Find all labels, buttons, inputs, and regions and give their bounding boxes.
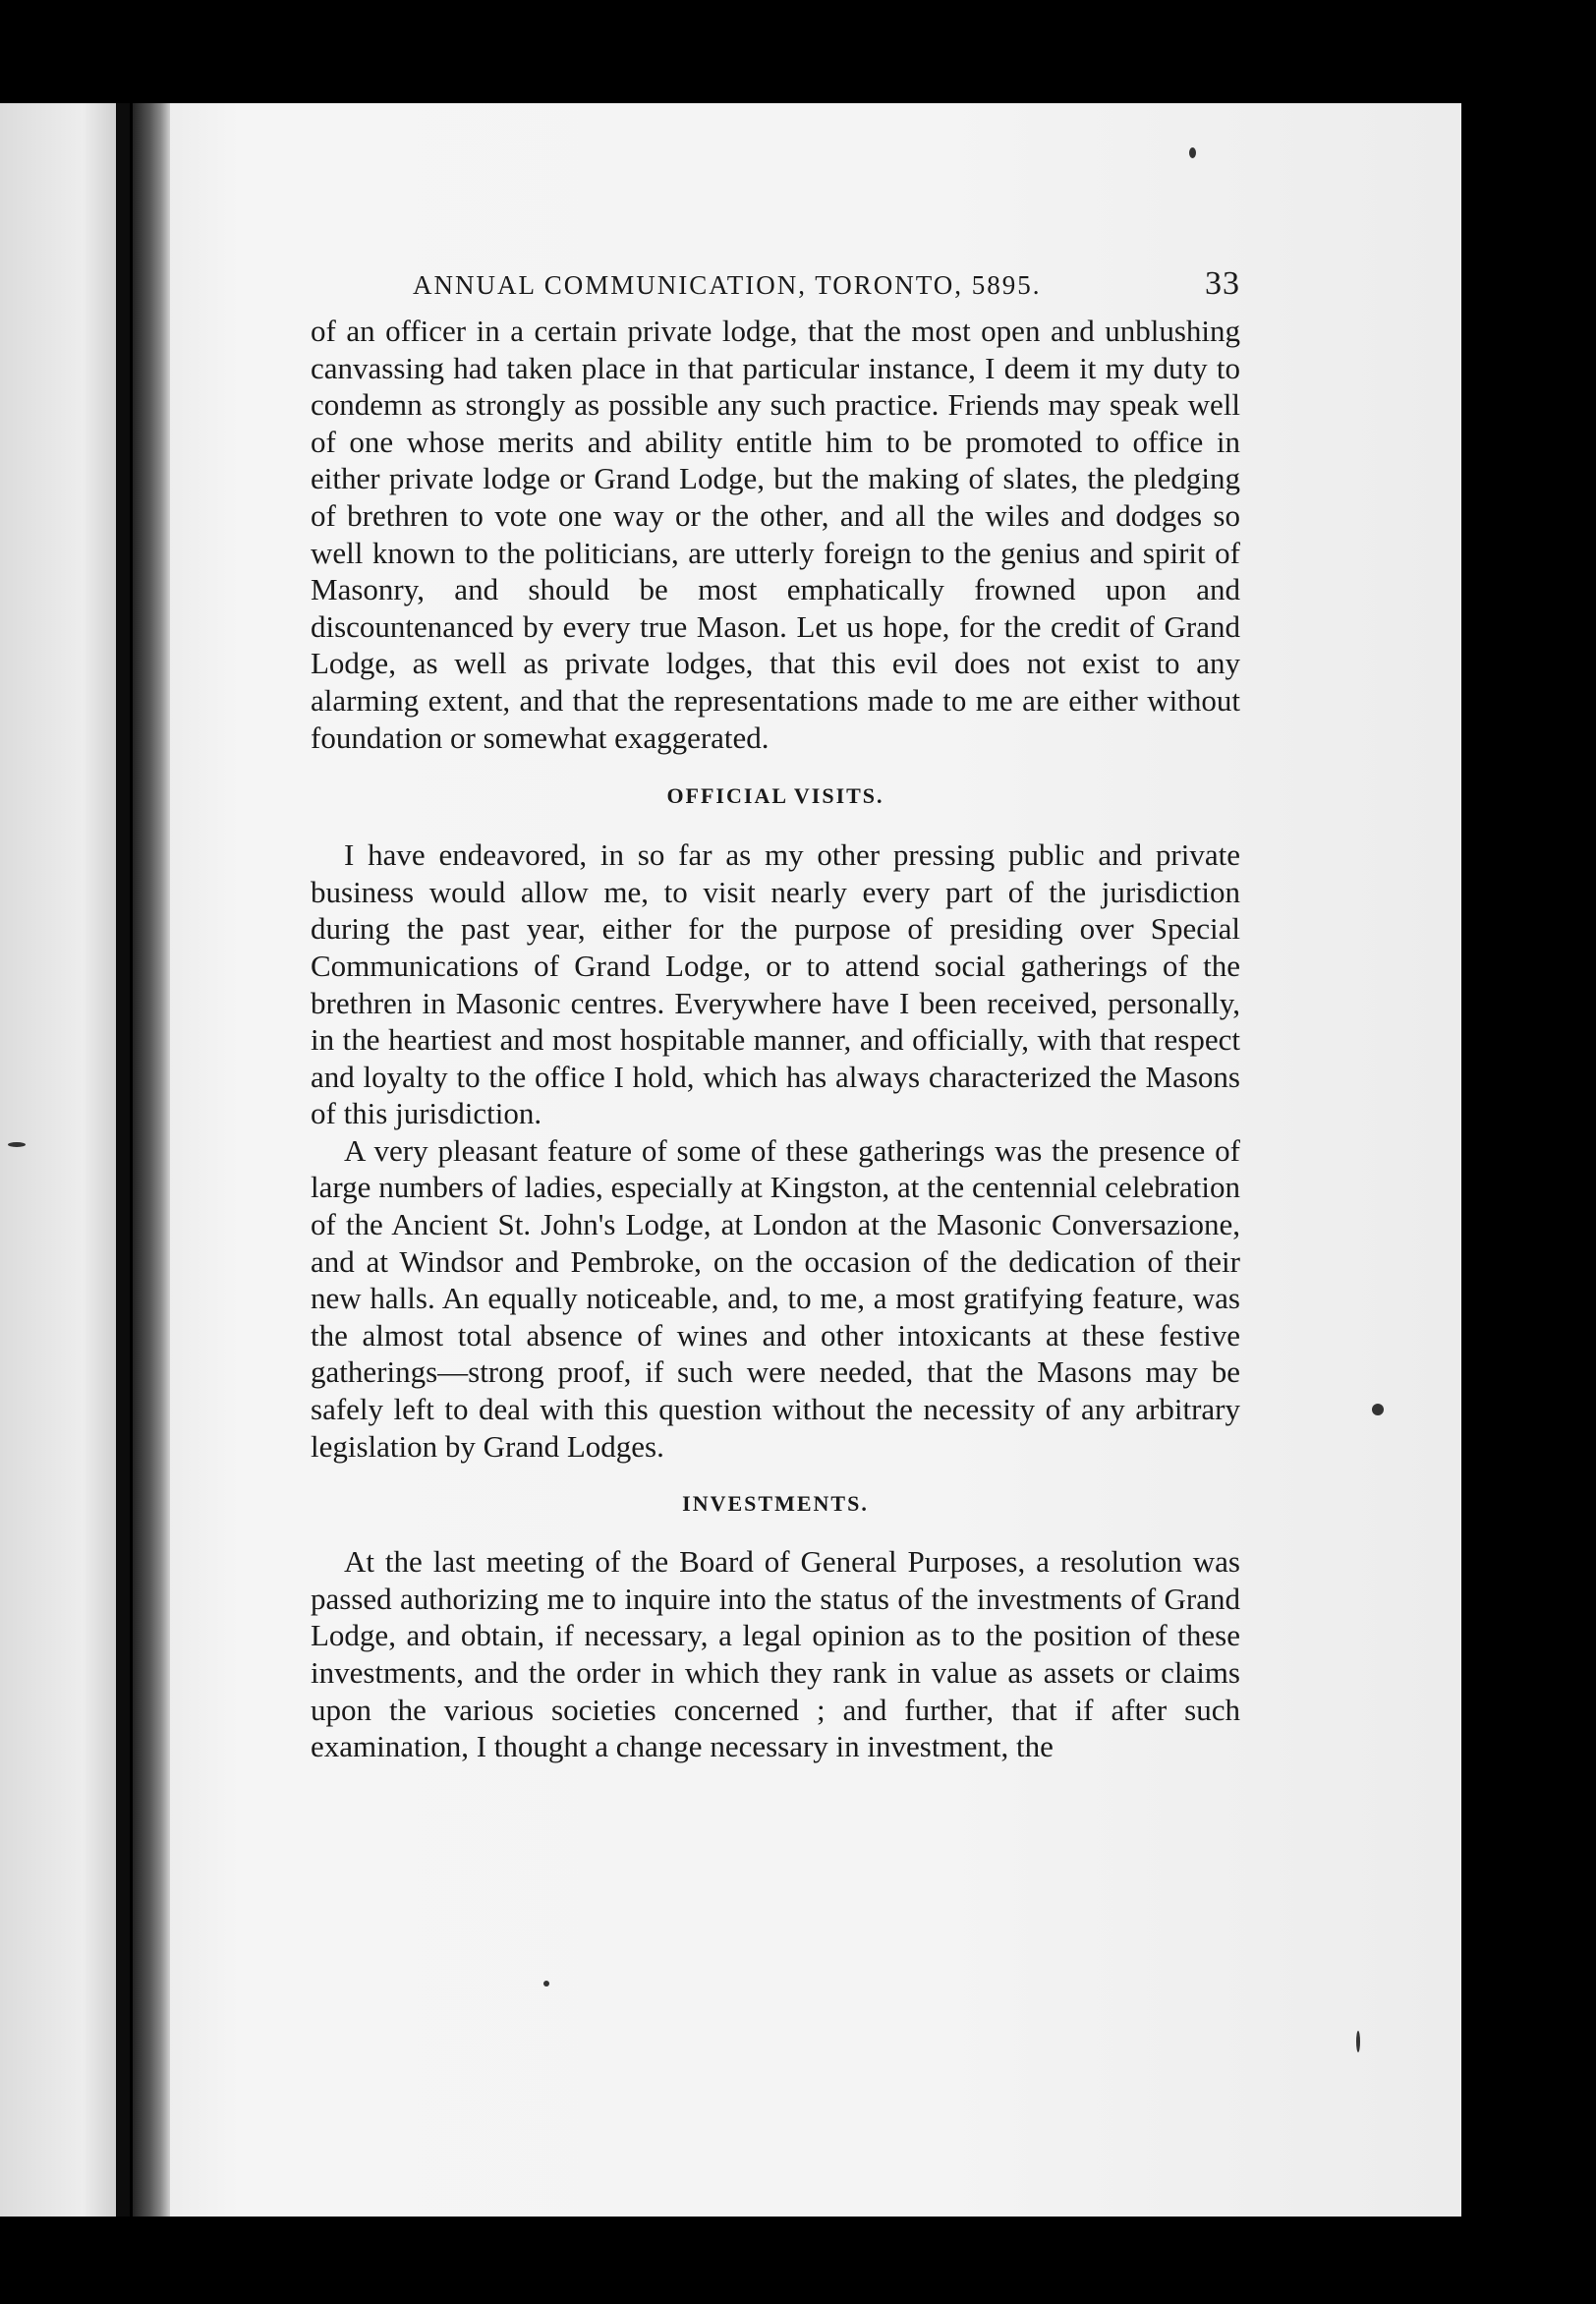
paragraph-official-visits: I have endeavored, in so far as my other pressing public and private business would allow me, to visit nearly every part of the jurisdiction during the past year, either for the purpose of presiding over Special Communications of Grand Lodge, or to attend social gatherings of the brethren in Masonic centres. Everywhere have I been received, personally, in the heartiest and most hospitable manner, and officially, with that respect and loyalty to the office I hold, which has always characterized the Masons of this jurisdiction. bbox=[311, 837, 1240, 1131]
page-number: 33 bbox=[1205, 265, 1240, 302]
running-head-title: ANNUAL COMMUNICATION, TORONTO, 5895. bbox=[413, 270, 1042, 300]
section-heading-investments: INVESTMENTS. bbox=[682, 1491, 869, 1517]
left-page-shadow bbox=[116, 103, 130, 2217]
book-spine-shadow bbox=[133, 103, 170, 2217]
paragraph-ladies-gatherings: A very pleasant feature of some of these gatherings was the presence of large numbers of ladies, especially at Kingston, at the centennial celebration of the Ancient St. John's Lodge, at London at the Masonic Conversazione, and at Windsor and Pembroke, on the occasion of the dedication of their new halls. An equally noticeable, and, to me, a most gratifying feature, was the almost total absence of wines and other intoxicants at these festive gatherings—strong proof, if such were needed, that the Masons may be safely left to deal with this question without the necessity of any arbitrary legislation by Grand Lodges. bbox=[311, 1132, 1240, 1464]
section-heading-official-visits: OFFICIAL VISITS. bbox=[666, 783, 884, 809]
paragraph-canvassing: of an officer in a certain private lodge, that the most open and unblushing canvassing had taken place in that particular instance, I deem it my duty to condemn as strongly as possible any such practice. Friends may speak well of one whose merits and ability entitle him to be promoted to office in either private lodge or Grand Lodge, but the making of slates, the pledging of brethren to vote one way or the other, and all the wiles and dodges so well known to the politicians, are utterly foreign to the genius and spirit of Masonry, and should be most emphatically frowned upon and discountenanced by every true Mason. Let us hope, for the credit of Grand Lodge, as well as private lodges, that this evil does not exist to any alarming extent, and that the representations made to me are either without foundation or somewhat exaggerated. bbox=[311, 314, 1240, 755]
running-head bbox=[413, 265, 1240, 313]
left-page-edge bbox=[0, 103, 118, 2217]
page-text bbox=[311, 265, 1240, 1765]
paragraph-investments: At the last meeting of the Board of General Purposes, a resolution was passed authorizing me to inquire into the status of the investments of Grand Lodge, and obtain, if necessary, a legal opinion as to the position of these investments, and the order in which they rank in value as assets or claims upon the various societies concerned ; and further, that if after such examination, I thought a change necessary in investment, the bbox=[311, 1544, 1240, 1764]
